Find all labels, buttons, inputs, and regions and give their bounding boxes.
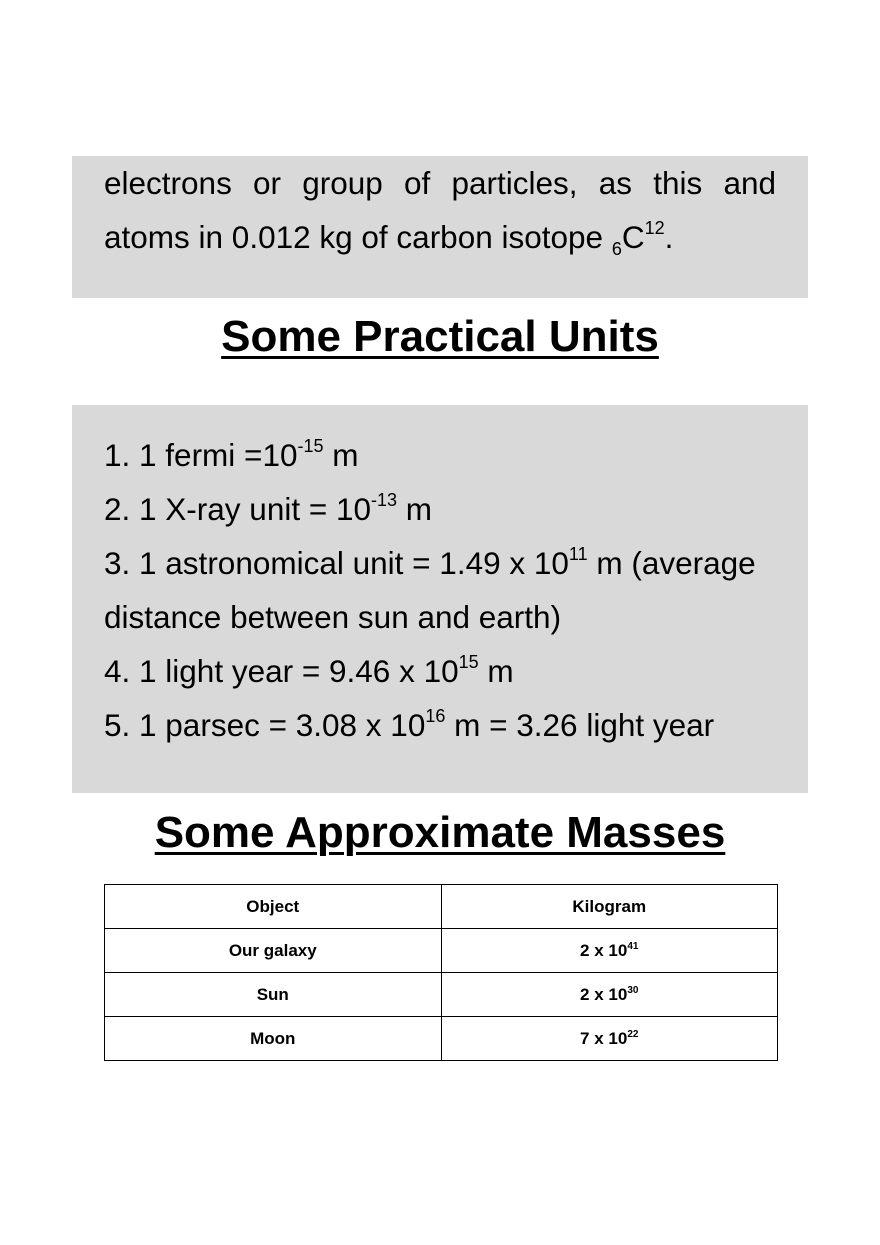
- masses-heading: Some Approximate Masses: [154, 808, 726, 857]
- mass-exponent: 30: [627, 984, 639, 996]
- object-cell: Moon: [105, 1017, 442, 1061]
- mass-base: 2 x 10: [580, 940, 628, 960]
- table-row: [105, 929, 778, 973]
- item-exponent: -15: [297, 436, 324, 456]
- mass-base: 7 x 10: [580, 1028, 628, 1048]
- mass-exponent: 22: [627, 1028, 639, 1040]
- item-unit: m (average: [587, 545, 756, 581]
- column-header-object: Object: [105, 885, 442, 929]
- mass-exponent: 41: [627, 940, 639, 952]
- list-item: [104, 590, 776, 644]
- column-header-kilogram: Kilogram: [441, 885, 778, 929]
- isotope-symbol: C: [621, 219, 645, 255]
- list-item: [104, 698, 776, 752]
- item-text: 1. 1 fermi =10: [104, 437, 298, 473]
- item-exponent: 16: [425, 706, 446, 726]
- item-unit: m: [323, 437, 359, 473]
- definition-period: .: [664, 219, 674, 255]
- item-text: 5. 1 parsec = 3.08 x 10: [104, 707, 426, 743]
- definition-line-2-text: atoms in 0.012 kg of carbon isotope: [104, 219, 612, 255]
- table-header-row: [105, 885, 778, 929]
- object-cell: Our galaxy: [105, 929, 442, 973]
- item-text: 3. 1 astronomical unit = 1.49 x 10: [104, 545, 569, 581]
- isotope-atomic-number: 6: [611, 239, 622, 259]
- practical-units-box: [72, 405, 808, 793]
- table-row: [105, 973, 778, 1017]
- item-text: 4. 1 light year = 9.46 x 10: [104, 653, 459, 689]
- object-cell: Sun: [105, 973, 442, 1017]
- table-row: [105, 1017, 778, 1061]
- item-text: distance between sun and earth): [104, 599, 562, 635]
- isotope-mass-number: 12: [644, 218, 665, 238]
- item-unit: m: [397, 491, 433, 527]
- practical-units-list: [104, 405, 776, 752]
- mass-base: 2 x 10: [580, 984, 628, 1004]
- item-exponent: 11: [568, 544, 588, 564]
- definition-box: [72, 156, 808, 298]
- masses-table: [104, 884, 778, 1061]
- item-exponent: 15: [458, 652, 479, 672]
- practical-units-heading: Some Practical Units: [221, 312, 659, 361]
- mass-cell: [441, 1017, 778, 1061]
- list-item: [104, 536, 776, 590]
- definition-line-2: [104, 210, 776, 264]
- mass-cell: [441, 929, 778, 973]
- list-item: [104, 428, 776, 482]
- list-item: [104, 644, 776, 698]
- definition-line-1: electrons or group of particles, as this and: [104, 165, 776, 201]
- item-unit: m: [478, 653, 514, 689]
- mass-cell: [441, 973, 778, 1017]
- item-exponent: -13: [371, 490, 398, 510]
- list-item: [104, 482, 776, 536]
- item-text: 2. 1 X-ray unit = 10: [104, 491, 372, 527]
- item-unit: m = 3.26 light year: [445, 707, 715, 743]
